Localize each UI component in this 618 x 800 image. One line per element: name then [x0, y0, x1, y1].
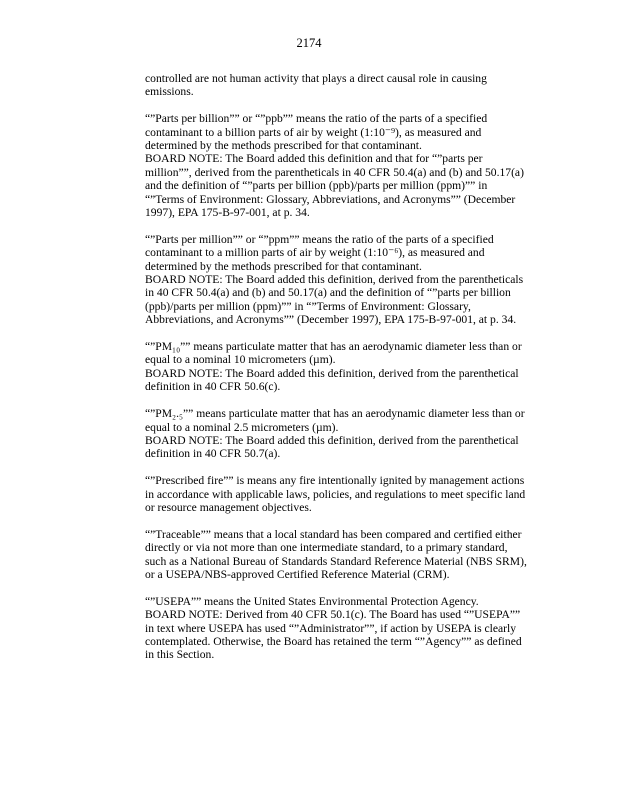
text-line: BOARD NOTE: Derived from 40 CFR 50.1(c). The Board has used “”USEPA””	[145, 608, 521, 622]
text-line: and the definition of “”parts per billion (ppb)/parts per million (ppm)”” in	[145, 179, 488, 193]
definition-paragraph	[145, 595, 545, 662]
text-line: 1997), EPA 175-B-97-001, at p. 34.	[145, 206, 310, 220]
text-line: contaminant to a billion parts of air by weight (1:10⁻⁹), as measured and	[145, 125, 482, 139]
text-line: in 40 CFR 50.4(a) and (b) and 50.17(a) and the definition of “”parts per billion	[145, 286, 511, 300]
text-line: in this Section.	[145, 648, 215, 662]
text-line: “”Prescribed fire”” is means any fire intentionally ignited by management actions	[145, 474, 525, 488]
definition-paragraph	[145, 233, 545, 327]
text-line: “”PM₂.₅”” means particulate matter that has an aerodynamic diameter less than or	[145, 407, 525, 421]
text-line: contemplated. Otherwise, the Board has retained the term “”Agency”” as defined	[145, 634, 522, 648]
text-line: definition in 40 CFR 50.7(a).	[145, 447, 281, 461]
text-line: in text where USEPA has used “”Administrator””, if action by USEPA is clearly	[145, 621, 517, 635]
text-line: contaminant to a million parts of air by weight (1:10⁻⁶), as measured and	[145, 246, 485, 260]
text-line: Abbreviations, and Acronyms”” (December 1997), EPA 175-B-97-001, at p. 34.	[145, 313, 517, 327]
text-line: BOARD NOTE: The Board added this definition, derived from the parenthetical	[145, 366, 519, 380]
text-line: “”PM₁₀”” means particulate matter that has an aerodynamic diameter less than or	[145, 340, 522, 354]
text-line: (ppb)/parts per million (ppm)”” in “”Terms of Environment: Glossary,	[145, 299, 471, 313]
text-line: BOARD NOTE: The Board added this definition, derived from the parentheticals	[145, 273, 524, 287]
text-line: million””, derived from the parentheticals in 40 CFR 50.4(a) and (b) and 50.17(a)	[145, 165, 524, 179]
text-line: directly or via not more than one intermediate standard, to a primary standard,	[145, 541, 508, 555]
text-line: “”Traceable”” means that a local standard has been compared and certified either	[145, 527, 522, 541]
text-line: “”Terms of Environment: Glossary, Abbreviations, and Acronyms”” (December	[145, 192, 516, 206]
text-line: determined by the methods prescribed for that contaminant.	[145, 259, 422, 273]
text-line: “”Parts per billion”” or “”ppb”” means the ratio of the parts of a specified	[145, 112, 488, 126]
text-line: emissions.	[145, 85, 194, 99]
text-line: equal to a nominal 10 micrometers (µm).	[145, 353, 336, 367]
definition-paragraph	[145, 528, 545, 582]
text-line: or a USEPA/NBS-approved Certified Reference Material (CRM).	[145, 567, 450, 581]
text-line: or resource management objectives.	[145, 500, 312, 514]
page-number: 2174	[296, 36, 322, 50]
definition-paragraph	[145, 407, 545, 461]
document-body	[145, 72, 545, 662]
text-line: definition in 40 CFR 50.6(c).	[145, 380, 281, 394]
text-line: controlled are not human activity that plays a direct causal role in causing	[145, 72, 487, 85]
definition-paragraph	[145, 112, 545, 219]
text-line: BOARD NOTE: The Board added this definition and that for “”parts per	[145, 152, 483, 166]
text-line: such as a National Bureau of Standards Standard Reference Material (NBS SRM),	[145, 554, 527, 568]
text-line: in accordance with applicable laws, policies, and regulations to meet specific land	[145, 487, 526, 501]
text-line: BOARD NOTE: The Board added this definition, derived from the parenthetical	[145, 433, 519, 447]
definition-paragraph	[145, 72, 545, 99]
definition-paragraph	[145, 340, 545, 394]
definition-paragraph	[145, 474, 545, 514]
text-line: “”Parts per million”” or “”ppm”” means the ratio of the parts of a specified	[145, 232, 494, 246]
text-line: equal to a nominal 2.5 micrometers (µm).	[145, 420, 339, 434]
text-line: determined by the methods prescribed for that contaminant.	[145, 139, 422, 153]
text-line: “”USEPA”” means the United States Environmental Protection Agency.	[145, 594, 479, 608]
